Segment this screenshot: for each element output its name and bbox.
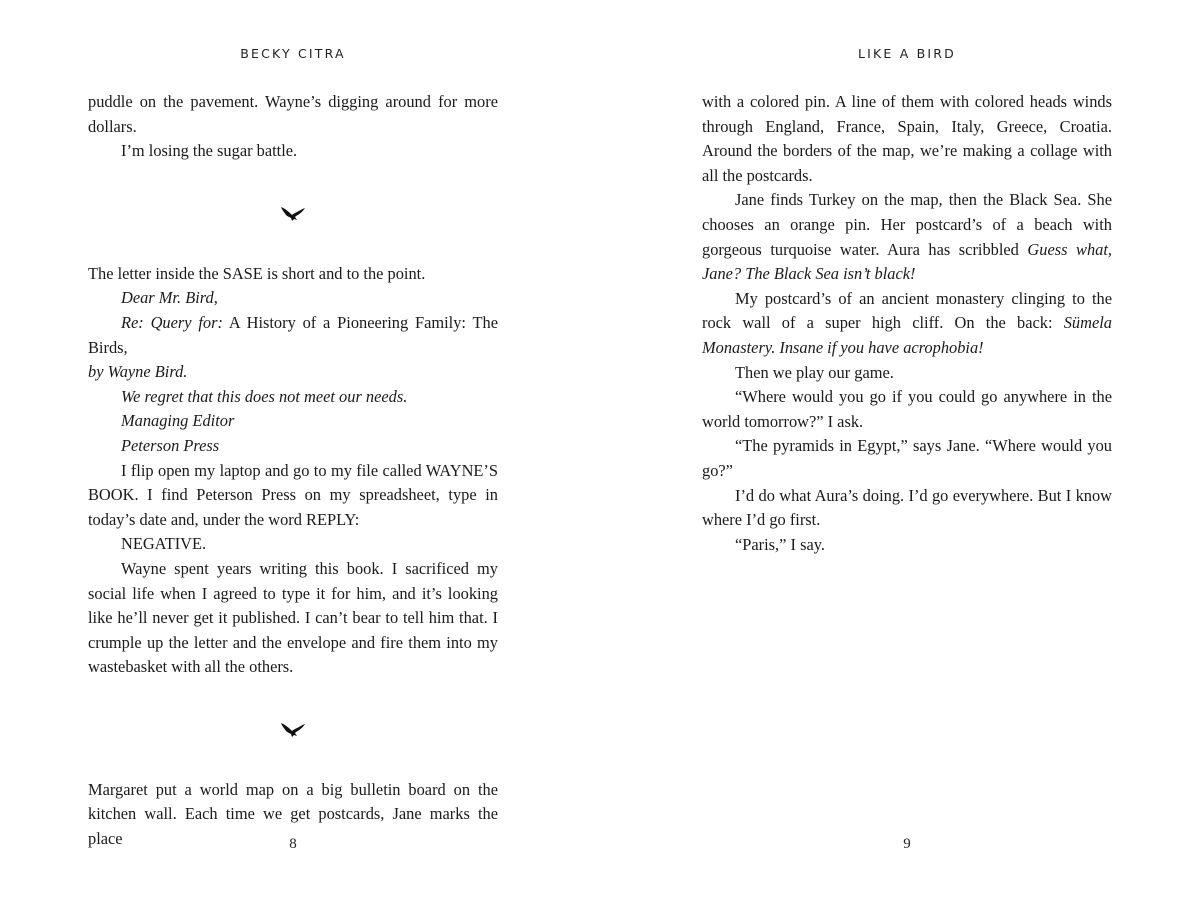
running-head-author: BECKY CITRA: [240, 46, 346, 61]
paragraph: “Where would you go if you could go anywhere in the world tomorrow?” I ask.: [702, 387, 1112, 431]
page-number: 8: [289, 836, 297, 852]
letter-body: We regret that this does not meet our needs.: [121, 386, 408, 406]
paragraph: My postcard’s of an ancient monastery clinging to the rock wall of a super high cliff. On the back: Sümela Monastery. Insane if you have acrophobia!: [702, 288, 1112, 357]
bird-ornament-icon: [280, 720, 306, 738]
letter-signoff-company: Peterson Press: [121, 435, 220, 455]
paragraph: Wayne spent years writing this book. I sacrificed my social life when I agreed to type it for him, and it’s looking like he’ll never get it published. I can’t bear to tell him that. I crumple up the letter and the envelope and fire them into my wastebasket with all the others.: [88, 558, 498, 677]
paragraph: Margaret put a world map on a big bulletin board on the kitchen wall. Each time we get postcards, Jane marks the place: [88, 779, 498, 849]
paragraph: I’d do what Aura’s doing. I’d go everywhere. But I know where I’d go first.: [702, 485, 1112, 530]
paragraph: NEGATIVE.: [121, 534, 207, 554]
letter-signoff-title: Managing Editor: [121, 411, 235, 431]
letter-salutation: Dear Mr. Bird,: [121, 288, 218, 308]
paragraph: “The pyramids in Egypt,” says Jane. “Where would you go?”: [702, 436, 1112, 480]
right-page: [702, 0, 1112, 900]
paragraph: puddle on the pavement. Wayne’s digging around for more dollars.: [88, 92, 498, 136]
letter-reference-author: by Wayne Bird.: [88, 362, 188, 382]
section-break: [88, 164, 498, 262]
paragraph: with a colored pin. A line of them with colored heads winds through England, France, Spain, Italy, Greece, Croatia. Around the borders of the map, we’re making a collage with all the postcards.: [702, 92, 1112, 185]
page-number: 9: [903, 836, 911, 852]
paragraph: The letter inside the SASE is short and to the point.: [88, 263, 426, 283]
letter-reference: Re: Query for: A History of a Pioneering Family: The Birds,: [88, 312, 498, 357]
paragraph: Then we play our game.: [735, 362, 894, 382]
bird-ornament-icon: [280, 204, 306, 222]
left-page-body: [88, 90, 498, 852]
left-page: [88, 0, 498, 900]
right-page-body: [702, 90, 1112, 557]
paragraph: Jane finds Turkey on the map, then the Black Sea. She chooses an orange pin. Her postcard’s of a beach with gorgeous turquoise water. Aura has scribbled Guess what, Jane? The Black Sea isn’t black!: [702, 190, 1113, 284]
paragraph: I flip open my laptop and go to my file called WAYNE’S BOOK. I find Peterson Press on my spreadsheet, type in today’s date and, under the word REPLY:: [88, 460, 498, 529]
running-head-title: LIKE A BIRD: [857, 46, 957, 61]
paragraph: “Paris,” I say.: [735, 534, 825, 554]
paragraph: I’m losing the sugar battle.: [121, 141, 298, 161]
section-break: [88, 680, 498, 778]
